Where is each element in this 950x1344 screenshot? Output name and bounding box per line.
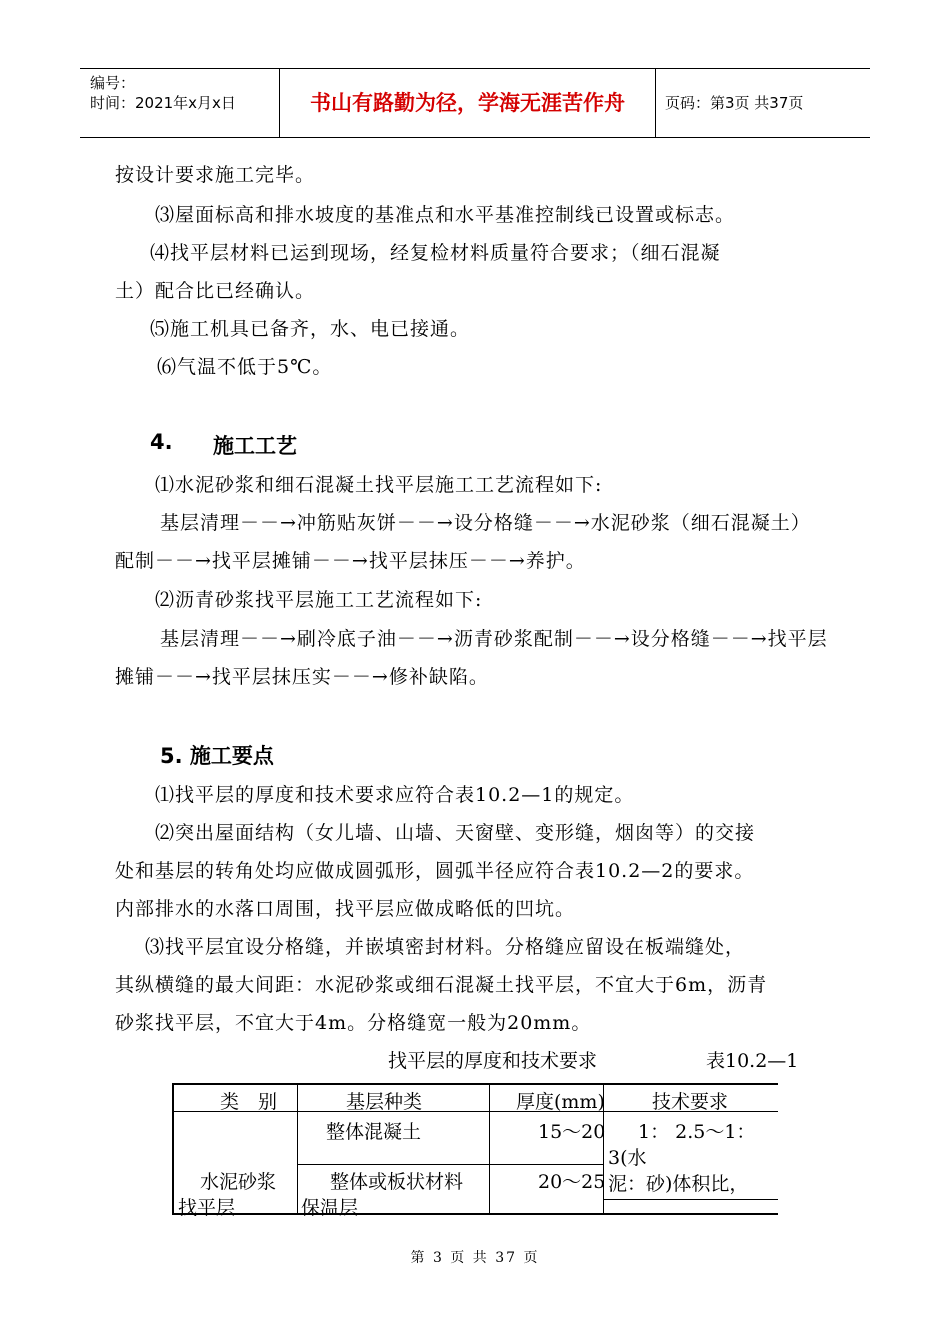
col-header-category: 类 别 xyxy=(220,1091,278,1113)
section-4-title: 施工工艺 xyxy=(213,434,297,458)
col-divider-2 xyxy=(489,1085,490,1215)
col-header-thickness: 厚度(mm) xyxy=(516,1091,605,1113)
row-2-base-type-a: 整体或板状材料 xyxy=(330,1171,464,1193)
section-4-number: 4. xyxy=(150,430,173,454)
section-5-para-2-c: 内部排水的水落口周围，找平层应做成略低的凹坑。 xyxy=(115,898,576,920)
section-4-para-1: ⑴水泥砂浆和细石混凝土找平层施工工艺流程如下: xyxy=(155,474,603,496)
col-header-tech-req: 技术要求 xyxy=(652,1091,729,1113)
section-5-para-3-c: 砂浆找平层，不宜大于4m。分格缝宽一般为20mm。 xyxy=(115,1012,592,1034)
section-5-title: 5. 施工要点 xyxy=(160,744,274,768)
section-4-flow-2-b: 摊铺－－→找平层抹压实－－→修补缺陷。 xyxy=(115,666,489,688)
tech-req-line-b: 3(水 xyxy=(608,1147,647,1169)
item-4-line-a: ⑷找平层材料已运到现场，经复检材料质量符合要求；（细石混凝 xyxy=(150,242,721,264)
category-line-a: 水泥砂浆 xyxy=(200,1171,277,1193)
col-divider-1 xyxy=(297,1085,298,1215)
table-number: 表10.2—1 xyxy=(706,1050,799,1072)
table-caption xyxy=(388,1046,799,1073)
section-5-para-3-b: 其纵横缝的最大间距：水泥砂浆或细石混凝土找平层，不宜大于6m，沥青 xyxy=(115,974,768,996)
row-2-thickness: 20～25 xyxy=(538,1171,606,1193)
section-5-para-2-b: 处和基层的转角处均应做成圆弧形，圆弧半径应符合表10.2—2的要求。 xyxy=(115,860,755,882)
section-5-para-3-a: ⑶找平层宜设分格缝，并嵌填密封材料。分格缝应留设在板端缝处， xyxy=(145,936,746,958)
row-divider-1 xyxy=(297,1164,603,1165)
header-page-label: 页码：第3页 共37页 xyxy=(665,94,804,112)
body-line-1: 按设计要求施工完毕。 xyxy=(115,164,316,186)
page-footer: 第 3 页 共 37 页 xyxy=(410,1250,540,1266)
document-time-label: 时间：2021年x月x日 xyxy=(90,94,236,112)
item-5: ⑸施工机具已备齐，水、电已接通。 xyxy=(150,318,471,340)
item-6: ⑹气温不低于5℃。 xyxy=(157,356,333,378)
col-header-base-type: 基层种类 xyxy=(346,1091,423,1113)
header-motto: 书山有路勤为径，学海无涯苦作舟 xyxy=(280,69,656,137)
row-1-thickness: 15～20 xyxy=(538,1121,606,1143)
item-4-line-b: 土）配合比已经确认。 xyxy=(115,280,316,302)
table-caption-title: 找平层的厚度和技术要求 xyxy=(388,1050,598,1072)
section-5-para-1: ⑴找平层的厚度和技术要求应符合表10.2—1的规定。 xyxy=(155,784,635,806)
section-4-para-2: ⑵沥青砂浆找平层施工工艺流程如下: xyxy=(155,589,483,611)
section-5-para-2-a: ⑵突出屋面结构（女儿墙、山墙、天窗壁、变形缝，烟囱等）的交接 xyxy=(155,822,756,844)
item-3: ⑶屋面标高和排水坡度的基准点和水平基准控制线已设置或标志。 xyxy=(155,204,736,226)
page-header xyxy=(80,68,870,138)
header-info-cell xyxy=(80,69,280,137)
thickness-requirements-table xyxy=(172,1083,778,1219)
row-1-base-type: 整体混凝土 xyxy=(326,1121,422,1143)
tech-req-line-c: 泥：砂)体积比， xyxy=(608,1173,749,1195)
section-4-flow-2-a: 基层清理－－→刷冷底子油－－→沥青砂浆配制－－→设分格缝－－→找平层 xyxy=(160,628,828,650)
section-4-flow-1-b: 配制－－→找平层摊铺－－→找平层抹压－－→养护。 xyxy=(115,550,586,572)
document-number-label: 编号： xyxy=(90,74,136,92)
row-2-base-type-b: 保温层 xyxy=(301,1197,359,1219)
tech-cell-bottom xyxy=(603,1199,778,1200)
tech-req-line-a: 1： 2.5～1： xyxy=(638,1121,756,1143)
category-line-b: 找平层 xyxy=(178,1197,236,1219)
section-4-flow-1-a: 基层清理－－→冲筋贴灰饼－－→设分格缝－－→水泥砂浆（细石混凝土） xyxy=(160,512,811,534)
